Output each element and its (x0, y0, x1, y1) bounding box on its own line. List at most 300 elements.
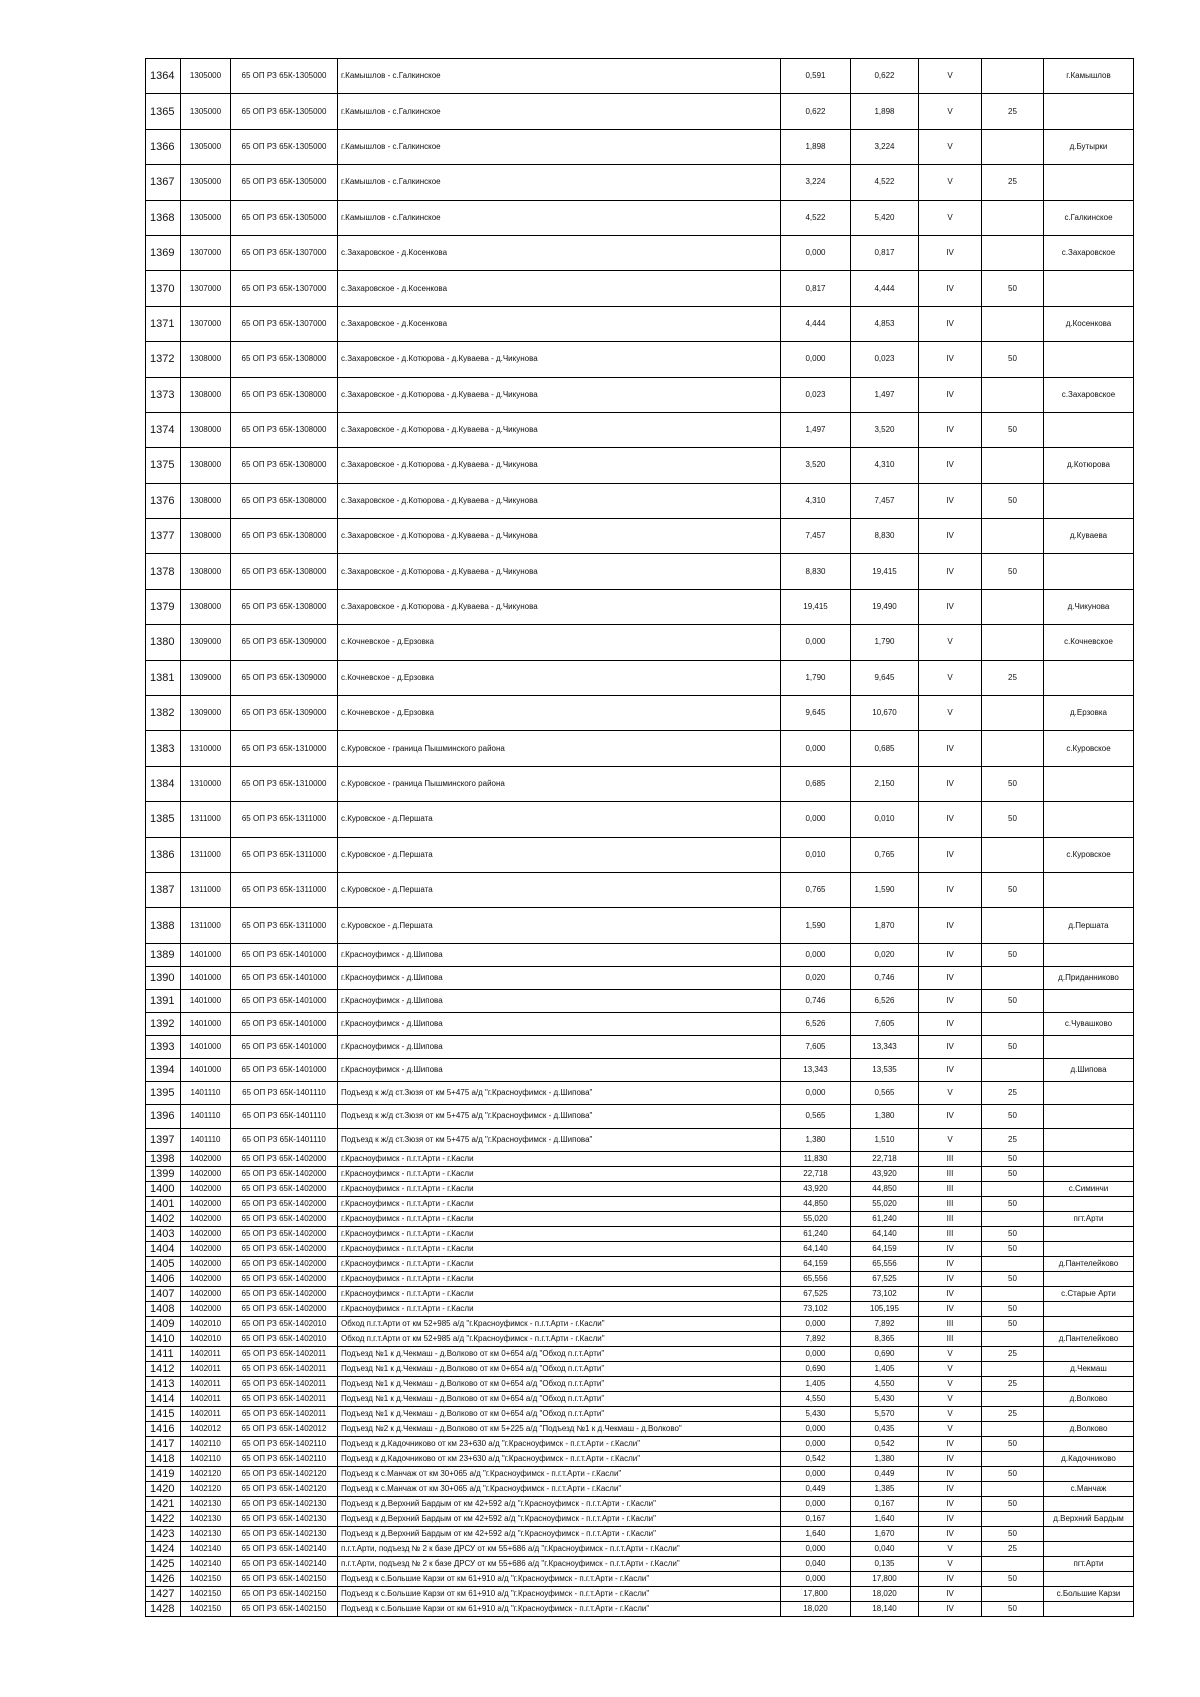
settlement-cell (1044, 1196, 1134, 1211)
road-id-cell: 1308000 (181, 448, 231, 483)
road-id-cell: 1402150 (181, 1571, 231, 1586)
road-code-cell: 65 ОП РЗ 65К-1402010 (231, 1316, 338, 1331)
settlement-cell: д.Котюрова (1044, 448, 1134, 483)
road-name-cell: с.Куровское - д.Першата (338, 872, 781, 907)
road-category-cell: V (919, 660, 982, 695)
table-row (146, 1346, 1134, 1361)
road-code-cell: 65 ОП РЗ 65К-1402000 (231, 1301, 338, 1316)
settlement-cell (1044, 1526, 1134, 1541)
road-id-cell: 1307000 (181, 271, 231, 306)
start-km-cell: 0,565 (781, 1105, 851, 1128)
road-id-cell: 1402011 (181, 1376, 231, 1391)
settlement-cell: д.Бутырки (1044, 129, 1134, 164)
start-km-cell: 3,224 (781, 165, 851, 200)
row-number-cell: 1374 (146, 412, 181, 447)
speed-limit-cell (982, 519, 1044, 554)
speed-limit-cell: 50 (982, 1436, 1044, 1451)
speed-limit-cell: 25 (982, 1128, 1044, 1151)
end-km-cell: 1,380 (851, 1105, 919, 1128)
start-km-cell: 64,159 (781, 1256, 851, 1271)
speed-limit-cell: 50 (982, 1226, 1044, 1241)
row-number-cell: 1414 (146, 1391, 181, 1406)
road-category-cell: III (919, 1166, 982, 1181)
table-row (146, 448, 1134, 483)
road-name-cell: Подъезд к д.Верхний Бардым от км 42+592 а/д "г.Красноуфимск - п.г.т.Арти - г.Касли" (338, 1511, 781, 1526)
end-km-cell: 18,140 (851, 1601, 919, 1616)
table-row (146, 1496, 1134, 1511)
start-km-cell: 0,817 (781, 271, 851, 306)
end-km-cell: 43,920 (851, 1166, 919, 1181)
road-code-cell: 65 ОП РЗ 65К-1401110 (231, 1082, 338, 1105)
start-km-cell: 0,000 (781, 1082, 851, 1105)
road-id-cell: 1402140 (181, 1541, 231, 1556)
road-code-cell: 65 ОП РЗ 65К-1305000 (231, 94, 338, 129)
road-name-cell: Подъезд №2 к д.Чекмаш - д.Волково от км 5+225 а/д "Подъезд №1 к д.Чекмаш - д.Волково" (338, 1421, 781, 1436)
road-category-cell: IV (919, 1451, 982, 1466)
end-km-cell: 1,510 (851, 1128, 919, 1151)
speed-limit-cell (982, 1331, 1044, 1346)
road-code-cell: 65 ОП РЗ 65К-1402011 (231, 1361, 338, 1376)
road-id-cell: 1305000 (181, 165, 231, 200)
end-km-cell: 67,525 (851, 1271, 919, 1286)
road-name-cell: с.Захаровское - д.Котюрова - д.Куваева - д.Чикунова (338, 589, 781, 624)
speed-limit-cell: 50 (982, 1301, 1044, 1316)
table-row (146, 342, 1134, 377)
road-code-cell: 65 ОП РЗ 65К-1402000 (231, 1286, 338, 1301)
start-km-cell: 1,898 (781, 129, 851, 164)
road-id-cell: 1402000 (181, 1151, 231, 1166)
road-id-cell: 1402010 (181, 1331, 231, 1346)
settlement-cell (1044, 1601, 1134, 1616)
end-km-cell: 19,415 (851, 554, 919, 589)
start-km-cell: 1,497 (781, 412, 851, 447)
start-km-cell: 19,415 (781, 589, 851, 624)
road-category-cell: IV (919, 943, 982, 966)
row-number-cell: 1373 (146, 377, 181, 412)
road-code-cell: 65 ОП РЗ 65К-1402000 (231, 1181, 338, 1196)
road-name-cell: с.Захаровское - д.Котюрова - д.Куваева - д.Чикунова (338, 377, 781, 412)
road-id-cell: 1402000 (181, 1181, 231, 1196)
road-code-cell: 65 ОП РЗ 65К-1402000 (231, 1256, 338, 1271)
table-row (146, 1013, 1134, 1036)
row-number-cell: 1412 (146, 1361, 181, 1376)
settlement-cell: д.Волково (1044, 1421, 1134, 1436)
road-category-cell: V (919, 1376, 982, 1391)
road-name-cell: п.г.т.Арти, подъезд № 2 к базе ДРСУ от км 55+686 а/д "г.Красноуфимск - п.г.т.Арти - г.Касли" (338, 1541, 781, 1556)
speed-limit-cell: 50 (982, 342, 1044, 377)
road-name-cell: Подъезд к д.Кадочниково от км 23+630 а/д "г.Красноуфимск - п.г.т.Арти - г.Касли" (338, 1451, 781, 1466)
road-id-cell: 1402150 (181, 1586, 231, 1601)
end-km-cell: 0,690 (851, 1346, 919, 1361)
road-category-cell: IV (919, 837, 982, 872)
settlement-cell (1044, 872, 1134, 907)
road-code-cell: 65 ОП РЗ 65К-1308000 (231, 519, 338, 554)
road-code-cell: 65 ОП РЗ 65К-1311000 (231, 802, 338, 837)
start-km-cell: 0,622 (781, 94, 851, 129)
road-id-cell: 1308000 (181, 519, 231, 554)
settlement-cell: с.Симинчи (1044, 1181, 1134, 1196)
speed-limit-cell: 50 (982, 802, 1044, 837)
road-id-cell: 1402012 (181, 1421, 231, 1436)
road-id-cell: 1401110 (181, 1105, 231, 1128)
road-category-cell: V (919, 165, 982, 200)
settlement-cell (1044, 165, 1134, 200)
road-category-cell: III (919, 1331, 982, 1346)
start-km-cell: 0,000 (781, 731, 851, 766)
speed-limit-cell (982, 200, 1044, 235)
table-row (146, 519, 1134, 554)
road-code-cell: 65 ОП РЗ 65К-1402150 (231, 1571, 338, 1586)
road-name-cell: г.Красноуфимск - п.г.т.Арти - г.Касли (338, 1256, 781, 1271)
table-row (146, 1301, 1134, 1316)
speed-limit-cell: 25 (982, 1082, 1044, 1105)
table-row (146, 1421, 1134, 1436)
row-number-cell: 1383 (146, 731, 181, 766)
road-id-cell: 1402000 (181, 1256, 231, 1271)
road-name-cell: г.Красноуфимск - д.Шипова (338, 1059, 781, 1082)
road-code-cell: 65 ОП РЗ 65К-1402010 (231, 1331, 338, 1346)
settlement-cell (1044, 660, 1134, 695)
end-km-cell: 0,685 (851, 731, 919, 766)
end-km-cell: 7,892 (851, 1316, 919, 1331)
road-id-cell: 1402010 (181, 1316, 231, 1331)
road-category-cell: III (919, 1211, 982, 1226)
road-name-cell: с.Куровское - д.Першата (338, 837, 781, 872)
table-row (146, 802, 1134, 837)
settlement-cell (1044, 1241, 1134, 1256)
table-row (146, 129, 1134, 164)
speed-limit-cell: 50 (982, 1036, 1044, 1059)
start-km-cell: 0,449 (781, 1481, 851, 1496)
road-code-cell: 65 ОП РЗ 65К-1402130 (231, 1496, 338, 1511)
end-km-cell: 44,850 (851, 1181, 919, 1196)
row-number-cell: 1402 (146, 1211, 181, 1226)
start-km-cell: 0,591 (781, 59, 851, 94)
speed-limit-cell: 50 (982, 1601, 1044, 1616)
road-code-cell: 65 ОП РЗ 65К-1402150 (231, 1586, 338, 1601)
table-row (146, 1361, 1134, 1376)
road-code-cell: 65 ОП РЗ 65К-1402000 (231, 1196, 338, 1211)
road-name-cell: п.г.т.Арти, подъезд № 2 к базе ДРСУ от км 55+686 а/д "г.Красноуфимск - п.г.т.Арти - г.Касли" (338, 1556, 781, 1571)
speed-limit-cell (982, 1256, 1044, 1271)
end-km-cell: 0,167 (851, 1496, 919, 1511)
row-number-cell: 1426 (146, 1571, 181, 1586)
road-code-cell: 65 ОП РЗ 65К-1305000 (231, 59, 338, 94)
settlement-cell (1044, 1436, 1134, 1451)
road-code-cell: 65 ОП РЗ 65К-1309000 (231, 625, 338, 660)
table-row (146, 1151, 1134, 1166)
row-number-cell: 1382 (146, 696, 181, 731)
road-code-cell: 65 ОП РЗ 65К-1308000 (231, 448, 338, 483)
speed-limit-cell: 50 (982, 1316, 1044, 1331)
table-row (146, 989, 1134, 1012)
settlement-cell (1044, 1316, 1134, 1331)
row-number-cell: 1420 (146, 1481, 181, 1496)
road-code-cell: 65 ОП РЗ 65К-1402140 (231, 1556, 338, 1571)
row-number-cell: 1419 (146, 1466, 181, 1481)
speed-limit-cell (982, 235, 1044, 270)
speed-limit-cell (982, 966, 1044, 989)
road-code-cell: 65 ОП РЗ 65К-1309000 (231, 696, 338, 731)
road-code-cell: 65 ОП РЗ 65К-1308000 (231, 342, 338, 377)
road-category-cell: IV (919, 448, 982, 483)
road-name-cell: г.Камышлов - с.Галкинское (338, 200, 781, 235)
road-name-cell: с.Захаровское - д.Котюрова - д.Куваева - д.Чикунова (338, 412, 781, 447)
road-category-cell: IV (919, 1601, 982, 1616)
road-code-cell: 65 ОП РЗ 65К-1305000 (231, 165, 338, 200)
start-km-cell: 0,040 (781, 1556, 851, 1571)
row-number-cell: 1397 (146, 1128, 181, 1151)
settlement-cell: д.Косенкова (1044, 306, 1134, 341)
road-name-cell: Обход п.г.т.Арти от км 52+985 а/д "г.Красноуфимск - п.г.т.Арти - г.Касли" (338, 1316, 781, 1331)
row-number-cell: 1428 (146, 1601, 181, 1616)
end-km-cell: 0,449 (851, 1466, 919, 1481)
end-km-cell: 3,224 (851, 129, 919, 164)
row-number-cell: 1368 (146, 200, 181, 235)
end-km-cell: 0,023 (851, 342, 919, 377)
road-category-cell: IV (919, 483, 982, 518)
speed-limit-cell (982, 1059, 1044, 1082)
road-code-cell: 65 ОП РЗ 65К-1401000 (231, 1013, 338, 1036)
start-km-cell: 44,850 (781, 1196, 851, 1211)
start-km-cell: 1,380 (781, 1128, 851, 1151)
end-km-cell: 105,195 (851, 1301, 919, 1316)
road-name-cell: Подъезд к д.Кадочниково от км 23+630 а/д "г.Красноуфимск - п.г.т.Арти - г.Касли" (338, 1436, 781, 1451)
road-code-cell: 65 ОП РЗ 65К-1305000 (231, 200, 338, 235)
row-number-cell: 1384 (146, 766, 181, 801)
table-row (146, 200, 1134, 235)
start-km-cell: 0,020 (781, 966, 851, 989)
start-km-cell: 0,000 (781, 1346, 851, 1361)
speed-limit-cell: 50 (982, 483, 1044, 518)
start-km-cell: 7,457 (781, 519, 851, 554)
speed-limit-cell: 25 (982, 1541, 1044, 1556)
table-row (146, 1451, 1134, 1466)
road-category-cell: IV (919, 1013, 982, 1036)
end-km-cell: 61,240 (851, 1211, 919, 1226)
table-row (146, 766, 1134, 801)
row-number-cell: 1375 (146, 448, 181, 483)
row-number-cell: 1416 (146, 1421, 181, 1436)
speed-limit-cell (982, 306, 1044, 341)
road-id-cell: 1305000 (181, 59, 231, 94)
end-km-cell: 1,898 (851, 94, 919, 129)
end-km-cell: 1,670 (851, 1526, 919, 1541)
start-km-cell: 0,023 (781, 377, 851, 412)
row-number-cell: 1388 (146, 908, 181, 943)
start-km-cell: 65,556 (781, 1271, 851, 1286)
road-category-cell: V (919, 200, 982, 235)
speed-limit-cell: 50 (982, 271, 1044, 306)
road-id-cell: 1310000 (181, 731, 231, 766)
road-category-cell: III (919, 1181, 982, 1196)
start-km-cell: 64,140 (781, 1241, 851, 1256)
road-name-cell: Подъезд к с.Большие Карзи от км 61+910 а/д "г.Красноуфимск - п.г.т.Арти - г.Касли" (338, 1571, 781, 1586)
speed-limit-cell (982, 1013, 1044, 1036)
road-category-cell: IV (919, 235, 982, 270)
start-km-cell: 0,000 (781, 1436, 851, 1451)
settlement-cell: с.Захаровское (1044, 235, 1134, 270)
start-km-cell: 9,645 (781, 696, 851, 731)
road-id-cell: 1402130 (181, 1526, 231, 1541)
speed-limit-cell: 50 (982, 1526, 1044, 1541)
road-id-cell: 1305000 (181, 200, 231, 235)
road-name-cell: г.Красноуфимск - п.г.т.Арти - г.Касли (338, 1286, 781, 1301)
row-number-cell: 1408 (146, 1301, 181, 1316)
speed-limit-cell: 50 (982, 1151, 1044, 1166)
road-name-cell: г.Красноуфимск - д.Шипова (338, 989, 781, 1012)
start-km-cell: 0,000 (781, 1571, 851, 1586)
end-km-cell: 2,150 (851, 766, 919, 801)
speed-limit-cell (982, 59, 1044, 94)
row-number-cell: 1379 (146, 589, 181, 624)
speed-limit-cell (982, 1556, 1044, 1571)
speed-limit-cell: 25 (982, 94, 1044, 129)
road-code-cell: 65 ОП РЗ 65К-1402110 (231, 1451, 338, 1466)
row-number-cell: 1386 (146, 837, 181, 872)
table-row (146, 1481, 1134, 1496)
road-id-cell: 1308000 (181, 377, 231, 412)
road-category-cell: III (919, 1316, 982, 1331)
row-number-cell: 1378 (146, 554, 181, 589)
table-row (146, 1286, 1134, 1301)
road-id-cell: 1309000 (181, 660, 231, 695)
speed-limit-cell (982, 1586, 1044, 1601)
end-km-cell: 4,522 (851, 165, 919, 200)
road-id-cell: 1402000 (181, 1271, 231, 1286)
settlement-cell (1044, 342, 1134, 377)
road-category-cell: IV (919, 519, 982, 554)
settlement-cell (1044, 1496, 1134, 1511)
end-km-cell: 1,405 (851, 1361, 919, 1376)
road-id-cell: 1308000 (181, 589, 231, 624)
road-id-cell: 1305000 (181, 129, 231, 164)
row-number-cell: 1411 (146, 1346, 181, 1361)
end-km-cell: 13,535 (851, 1059, 919, 1082)
road-id-cell: 1402110 (181, 1451, 231, 1466)
road-category-cell: IV (919, 1511, 982, 1526)
road-code-cell: 65 ОП РЗ 65К-1307000 (231, 306, 338, 341)
road-name-cell: Подъезд к ж/д ст.Зюзя от км 5+475 а/д "г.Красноуфимск - д.Шипова" (338, 1128, 781, 1151)
road-name-cell: Подъезд №1 к д.Чекмаш - д.Волково от км 0+654 а/д "Обход п.г.т.Арти" (338, 1406, 781, 1421)
end-km-cell: 0,817 (851, 235, 919, 270)
start-km-cell: 0,542 (781, 1451, 851, 1466)
road-code-cell: 65 ОП РЗ 65К-1311000 (231, 908, 338, 943)
road-code-cell: 65 ОП РЗ 65К-1401000 (231, 943, 338, 966)
settlement-cell (1044, 943, 1134, 966)
settlement-cell (1044, 1541, 1134, 1556)
road-name-cell: с.Захаровское - д.Котюрова - д.Куваева - д.Чикунова (338, 483, 781, 518)
speed-limit-cell: 25 (982, 1346, 1044, 1361)
end-km-cell: 0,746 (851, 966, 919, 989)
start-km-cell: 5,430 (781, 1406, 851, 1421)
row-number-cell: 1424 (146, 1541, 181, 1556)
row-number-cell: 1401 (146, 1196, 181, 1211)
end-km-cell: 55,020 (851, 1196, 919, 1211)
end-km-cell: 64,159 (851, 1241, 919, 1256)
end-km-cell: 64,140 (851, 1226, 919, 1241)
row-number-cell: 1364 (146, 59, 181, 94)
road-name-cell: г.Красноуфимск - п.г.т.Арти - г.Касли (338, 1166, 781, 1181)
start-km-cell: 8,830 (781, 554, 851, 589)
road-id-cell: 1401000 (181, 966, 231, 989)
speed-limit-cell: 50 (982, 1571, 1044, 1586)
road-id-cell: 1402000 (181, 1166, 231, 1181)
start-km-cell: 0,000 (781, 1466, 851, 1481)
settlement-cell (1044, 1226, 1134, 1241)
road-category-cell: IV (919, 1301, 982, 1316)
road-id-cell: 1308000 (181, 412, 231, 447)
end-km-cell: 18,020 (851, 1586, 919, 1601)
end-km-cell: 1,590 (851, 872, 919, 907)
table-row (146, 1036, 1134, 1059)
start-km-cell: 0,690 (781, 1361, 851, 1376)
road-name-cell: Подъезд к с.Манчаж от км 30+065 а/д "г.Красноуфимск - п.г.т.Арти - г.Касли" (338, 1481, 781, 1496)
start-km-cell: 67,525 (781, 1286, 851, 1301)
end-km-cell: 0,765 (851, 837, 919, 872)
table-row (146, 966, 1134, 989)
end-km-cell: 7,457 (851, 483, 919, 518)
table-row (146, 589, 1134, 624)
speed-limit-cell (982, 1361, 1044, 1376)
road-category-cell: V (919, 1128, 982, 1151)
road-category-cell: IV (919, 589, 982, 624)
start-km-cell: 0,000 (781, 943, 851, 966)
start-km-cell: 0,765 (781, 872, 851, 907)
start-km-cell: 0,685 (781, 766, 851, 801)
start-km-cell: 0,167 (781, 1511, 851, 1526)
road-code-cell: 65 ОП РЗ 65К-1311000 (231, 837, 338, 872)
settlement-cell: д.Пантелейково (1044, 1331, 1134, 1346)
road-name-cell: Подъезд к ж/д ст.Зюзя от км 5+475 а/д "г.Красноуфимск - д.Шипова" (338, 1082, 781, 1105)
speed-limit-cell (982, 377, 1044, 412)
road-id-cell: 1401000 (181, 943, 231, 966)
start-km-cell: 0,000 (781, 1316, 851, 1331)
road-name-cell: г.Камышлов - с.Галкинское (338, 94, 781, 129)
end-km-cell: 4,444 (851, 271, 919, 306)
table-row (146, 1331, 1134, 1346)
speed-limit-cell (982, 589, 1044, 624)
settlement-cell: с.Старые Арти (1044, 1286, 1134, 1301)
speed-limit-cell: 25 (982, 1376, 1044, 1391)
table-row (146, 1082, 1134, 1105)
road-name-cell: с.Захаровское - д.Котюрова - д.Куваева - д.Чикунова (338, 519, 781, 554)
road-code-cell: 65 ОП РЗ 65К-1402110 (231, 1436, 338, 1451)
road-category-cell: IV (919, 306, 982, 341)
table-row (146, 94, 1134, 129)
table-row (146, 660, 1134, 695)
road-code-cell: 65 ОП РЗ 65К-1401000 (231, 966, 338, 989)
end-km-cell: 0,565 (851, 1082, 919, 1105)
road-name-cell: с.Куровское - д.Першата (338, 802, 781, 837)
road-code-cell: 65 ОП РЗ 65К-1305000 (231, 129, 338, 164)
speed-limit-cell (982, 1181, 1044, 1196)
start-km-cell: 11,830 (781, 1151, 851, 1166)
table-row (146, 1511, 1134, 1526)
speed-limit-cell: 50 (982, 872, 1044, 907)
road-name-cell: Подъезд к с.Большие Карзи от км 61+910 а/д "г.Красноуфимск - п.г.т.Арти - г.Касли" (338, 1586, 781, 1601)
table-row (146, 908, 1134, 943)
road-name-cell: г.Красноуфимск - п.г.т.Арти - г.Касли (338, 1151, 781, 1166)
settlement-cell (1044, 1571, 1134, 1586)
end-km-cell: 73,102 (851, 1286, 919, 1301)
row-number-cell: 1422 (146, 1511, 181, 1526)
road-category-cell: IV (919, 989, 982, 1012)
road-name-cell: с.Захаровское - д.Косенкова (338, 271, 781, 306)
road-id-cell: 1402000 (181, 1241, 231, 1256)
row-number-cell: 1404 (146, 1241, 181, 1256)
table-row (146, 625, 1134, 660)
